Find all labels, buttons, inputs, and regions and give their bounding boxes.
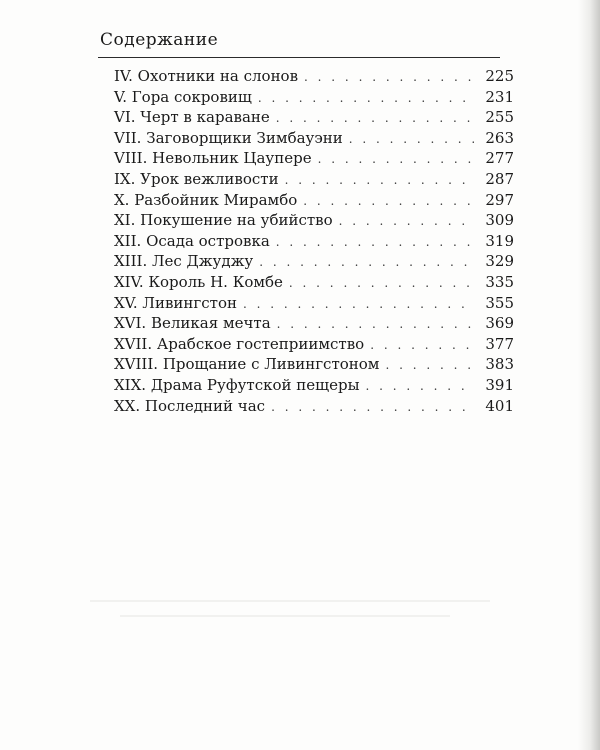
toc-dot-leader (271, 397, 474, 418)
toc-entry-page: 263 (485, 128, 514, 147)
toc-entry-page: 391 (485, 375, 514, 394)
toc-entry (114, 148, 514, 169)
toc-entry-page: 335 (485, 272, 514, 291)
toc-entry-page: 297 (485, 190, 514, 209)
toc-entry-title: IX. Урок вежливости (114, 169, 279, 188)
toc-entry-title: VII. Заговорщики Зимбауэни (114, 128, 343, 147)
toc-dot-leader (259, 252, 474, 273)
toc-dot-leader (385, 355, 474, 376)
toc-entry-page: 287 (485, 169, 514, 188)
toc-entry-page: 255 (485, 108, 514, 127)
toc-entry-page: 319 (485, 231, 514, 250)
toc-entry-page: 401 (485, 396, 514, 415)
toc-entry-title: XII. Осада островка (114, 231, 270, 250)
toc-entry-page: 309 (485, 211, 514, 230)
toc-entry-title: XX. Последний час (114, 396, 266, 415)
toc-dot-leader (304, 67, 474, 88)
toc-entry-page: 231 (485, 87, 514, 106)
toc-entry (114, 293, 514, 314)
toc-entry (114, 107, 514, 128)
header-divider (98, 57, 500, 58)
toc-entry (114, 87, 514, 108)
toc-dot-leader (285, 170, 474, 191)
toc-entry (114, 272, 514, 293)
page-edge-shadow (578, 0, 600, 750)
show-through-mark (90, 600, 490, 602)
toc-entry-page: 355 (485, 293, 514, 312)
toc-entry (114, 375, 514, 396)
table-of-contents (114, 66, 514, 416)
toc-entry-title: XI. Покушение на убийство (114, 211, 333, 230)
show-through-mark (120, 615, 450, 617)
toc-entry-title: IV. Охотники на слонов (114, 67, 299, 85)
toc-entry-title: XVII. Арабское гостеприимство (114, 334, 365, 353)
toc-entry-title: V. Гора сокровищ (114, 87, 252, 106)
toc-dot-leader (276, 108, 474, 129)
toc-dot-leader (370, 335, 474, 356)
toc-dot-leader (366, 376, 474, 397)
toc-dot-leader (243, 294, 474, 315)
toc-entry (114, 66, 514, 87)
toc-entry (114, 313, 514, 334)
toc-entry-page: 277 (485, 149, 514, 168)
toc-dot-leader (339, 211, 474, 232)
toc-entry-title: VIII. Невольник Цаупере (114, 149, 312, 168)
toc-entry-title: XIV. Король Н. Комбе (114, 272, 283, 291)
toc-entry-page: 383 (485, 355, 514, 374)
toc-entry (114, 334, 514, 355)
toc-entry-title: XV. Ливингстон (114, 293, 237, 312)
toc-entry-page: 369 (485, 314, 514, 333)
toc-entry-title: X. Разбойник Мирамбо (114, 190, 298, 209)
toc-dot-leader (277, 314, 474, 335)
toc-entry-title: XVI. Великая мечта (114, 314, 271, 333)
toc-entry (114, 190, 514, 211)
toc-entry-page: 329 (485, 252, 514, 271)
toc-entry (114, 210, 514, 231)
toc-dot-leader (303, 191, 474, 212)
toc-entry (114, 231, 514, 252)
toc-dot-leader (258, 88, 474, 109)
toc-dot-leader (349, 129, 474, 150)
toc-entry (114, 169, 514, 190)
toc-entry-title: XVIII. Прощание с Ливингстоном (114, 355, 380, 374)
toc-entry-page: 377 (485, 334, 514, 353)
toc-dot-leader (318, 149, 474, 170)
toc-entry-title: XIX. Драма Руфутской пещеры (114, 375, 360, 394)
toc-entry (114, 251, 514, 272)
toc-entry-title: XIII. Лес Джуджу (114, 252, 254, 271)
toc-dot-leader (276, 232, 474, 253)
toc-entry (114, 354, 514, 375)
toc-entry (114, 396, 514, 417)
section-heading: Содержание (100, 30, 219, 50)
toc-entry-title: VI. Черт в караване (114, 108, 270, 127)
toc-entry-page: 225 (485, 67, 514, 85)
toc-entry (114, 128, 514, 149)
toc-dot-leader (289, 273, 474, 294)
